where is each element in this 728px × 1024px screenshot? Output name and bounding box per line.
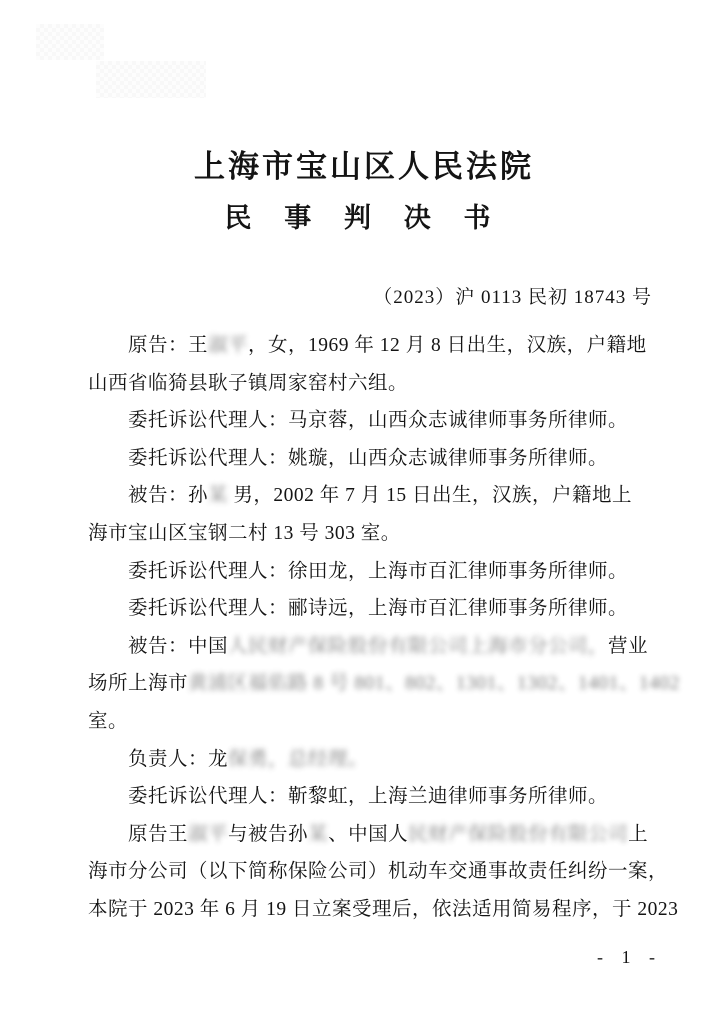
- text-segment: 委托诉讼代理人：姚璇，山西众志诚律师事务所律师。: [128, 447, 609, 469]
- body-line: [88, 365, 658, 403]
- redacted-text: 黄浦区福佑路 8 号 801、802、1301、1302、1401、1402: [188, 673, 680, 695]
- body-line: [88, 891, 679, 929]
- body-line: [88, 816, 658, 854]
- body-line: [88, 703, 658, 741]
- redacted-text: 淑平: [188, 823, 229, 845]
- text-segment: 负责人：龙: [128, 748, 229, 770]
- text-segment: 营业: [608, 635, 649, 657]
- scan-artifact: [96, 61, 206, 98]
- text-segment: 委托诉讼代理人：马京蓉，山西众志诚律师事务所律师。: [128, 410, 629, 432]
- redacted-text: 人民财产保险股份有限公司上海市分公司，: [228, 635, 609, 657]
- text-segment: ，女，1969 年 12 月 8 日出生，汉族，户籍地: [248, 335, 647, 356]
- text-segment: 被告：中国: [128, 635, 229, 657]
- body-line: [88, 402, 658, 440]
- page-number: - 1 -: [597, 947, 662, 967]
- redacted-text: 保勇，总经理。: [228, 748, 369, 770]
- text-segment: 与被告孙: [228, 823, 309, 845]
- text-segment: 海市宝山区宝钢二村 13 号 303 室。: [88, 522, 401, 544]
- body-line: [88, 440, 658, 478]
- text-segment: 委托诉讼代理人：徐田龙，上海市百汇律师事务所律师。: [128, 560, 629, 582]
- body-line: [88, 665, 680, 703]
- document-title: 民 事 判 决 书: [224, 203, 504, 233]
- text-segment: 男，2002 年 7 月 15 日出生，汉族，户籍地上: [228, 485, 633, 507]
- body-line: [88, 853, 669, 891]
- body-line: [88, 741, 658, 779]
- body-line: [88, 590, 658, 628]
- body-line: [88, 628, 658, 666]
- text-segment: 委托诉讼代理人：郦诗远，上海市百汇律师事务所律师。: [128, 598, 629, 620]
- case-number: （2023）沪 0113 民初 18743 号: [373, 287, 652, 308]
- body-line: [88, 327, 658, 365]
- text-segment: 场所上海市: [88, 673, 189, 695]
- scan-artifact: [36, 24, 104, 60]
- text-segment: 原告王: [128, 823, 189, 845]
- text-segment: 被告：孙: [128, 485, 209, 507]
- text-segment: 室。: [88, 710, 129, 732]
- court-name-heading: 上海市宝山区人民法院: [194, 149, 534, 184]
- body-line: [88, 477, 658, 515]
- text-segment: 本院于 2023 年 6 月 19 日立案受理后，依法适用简易程序，于 2023: [88, 898, 679, 920]
- redacted-text: 某: [308, 823, 329, 845]
- redacted-text: 某: [208, 485, 229, 507]
- text-segment: 委托诉讼代理人：靳黎虹，上海兰迪律师事务所律师。: [128, 786, 609, 808]
- document-body: [88, 327, 680, 929]
- text-segment: 、中国人: [328, 823, 409, 845]
- redacted-text: 淑平: [208, 335, 249, 356]
- redacted-text: 民财产保险股份有限公司: [408, 823, 629, 845]
- text-segment: 上: [628, 823, 649, 845]
- body-line: [88, 515, 658, 553]
- body-line: [88, 553, 658, 591]
- body-line: [88, 778, 658, 816]
- text-segment: 山西省临猗县耿子镇周家窑村六组。: [88, 372, 409, 394]
- text-segment: 原告：王: [128, 335, 209, 356]
- text-segment: 海市分公司（以下简称保险公司）机动车交通事故责任纠纷一案，: [88, 861, 669, 883]
